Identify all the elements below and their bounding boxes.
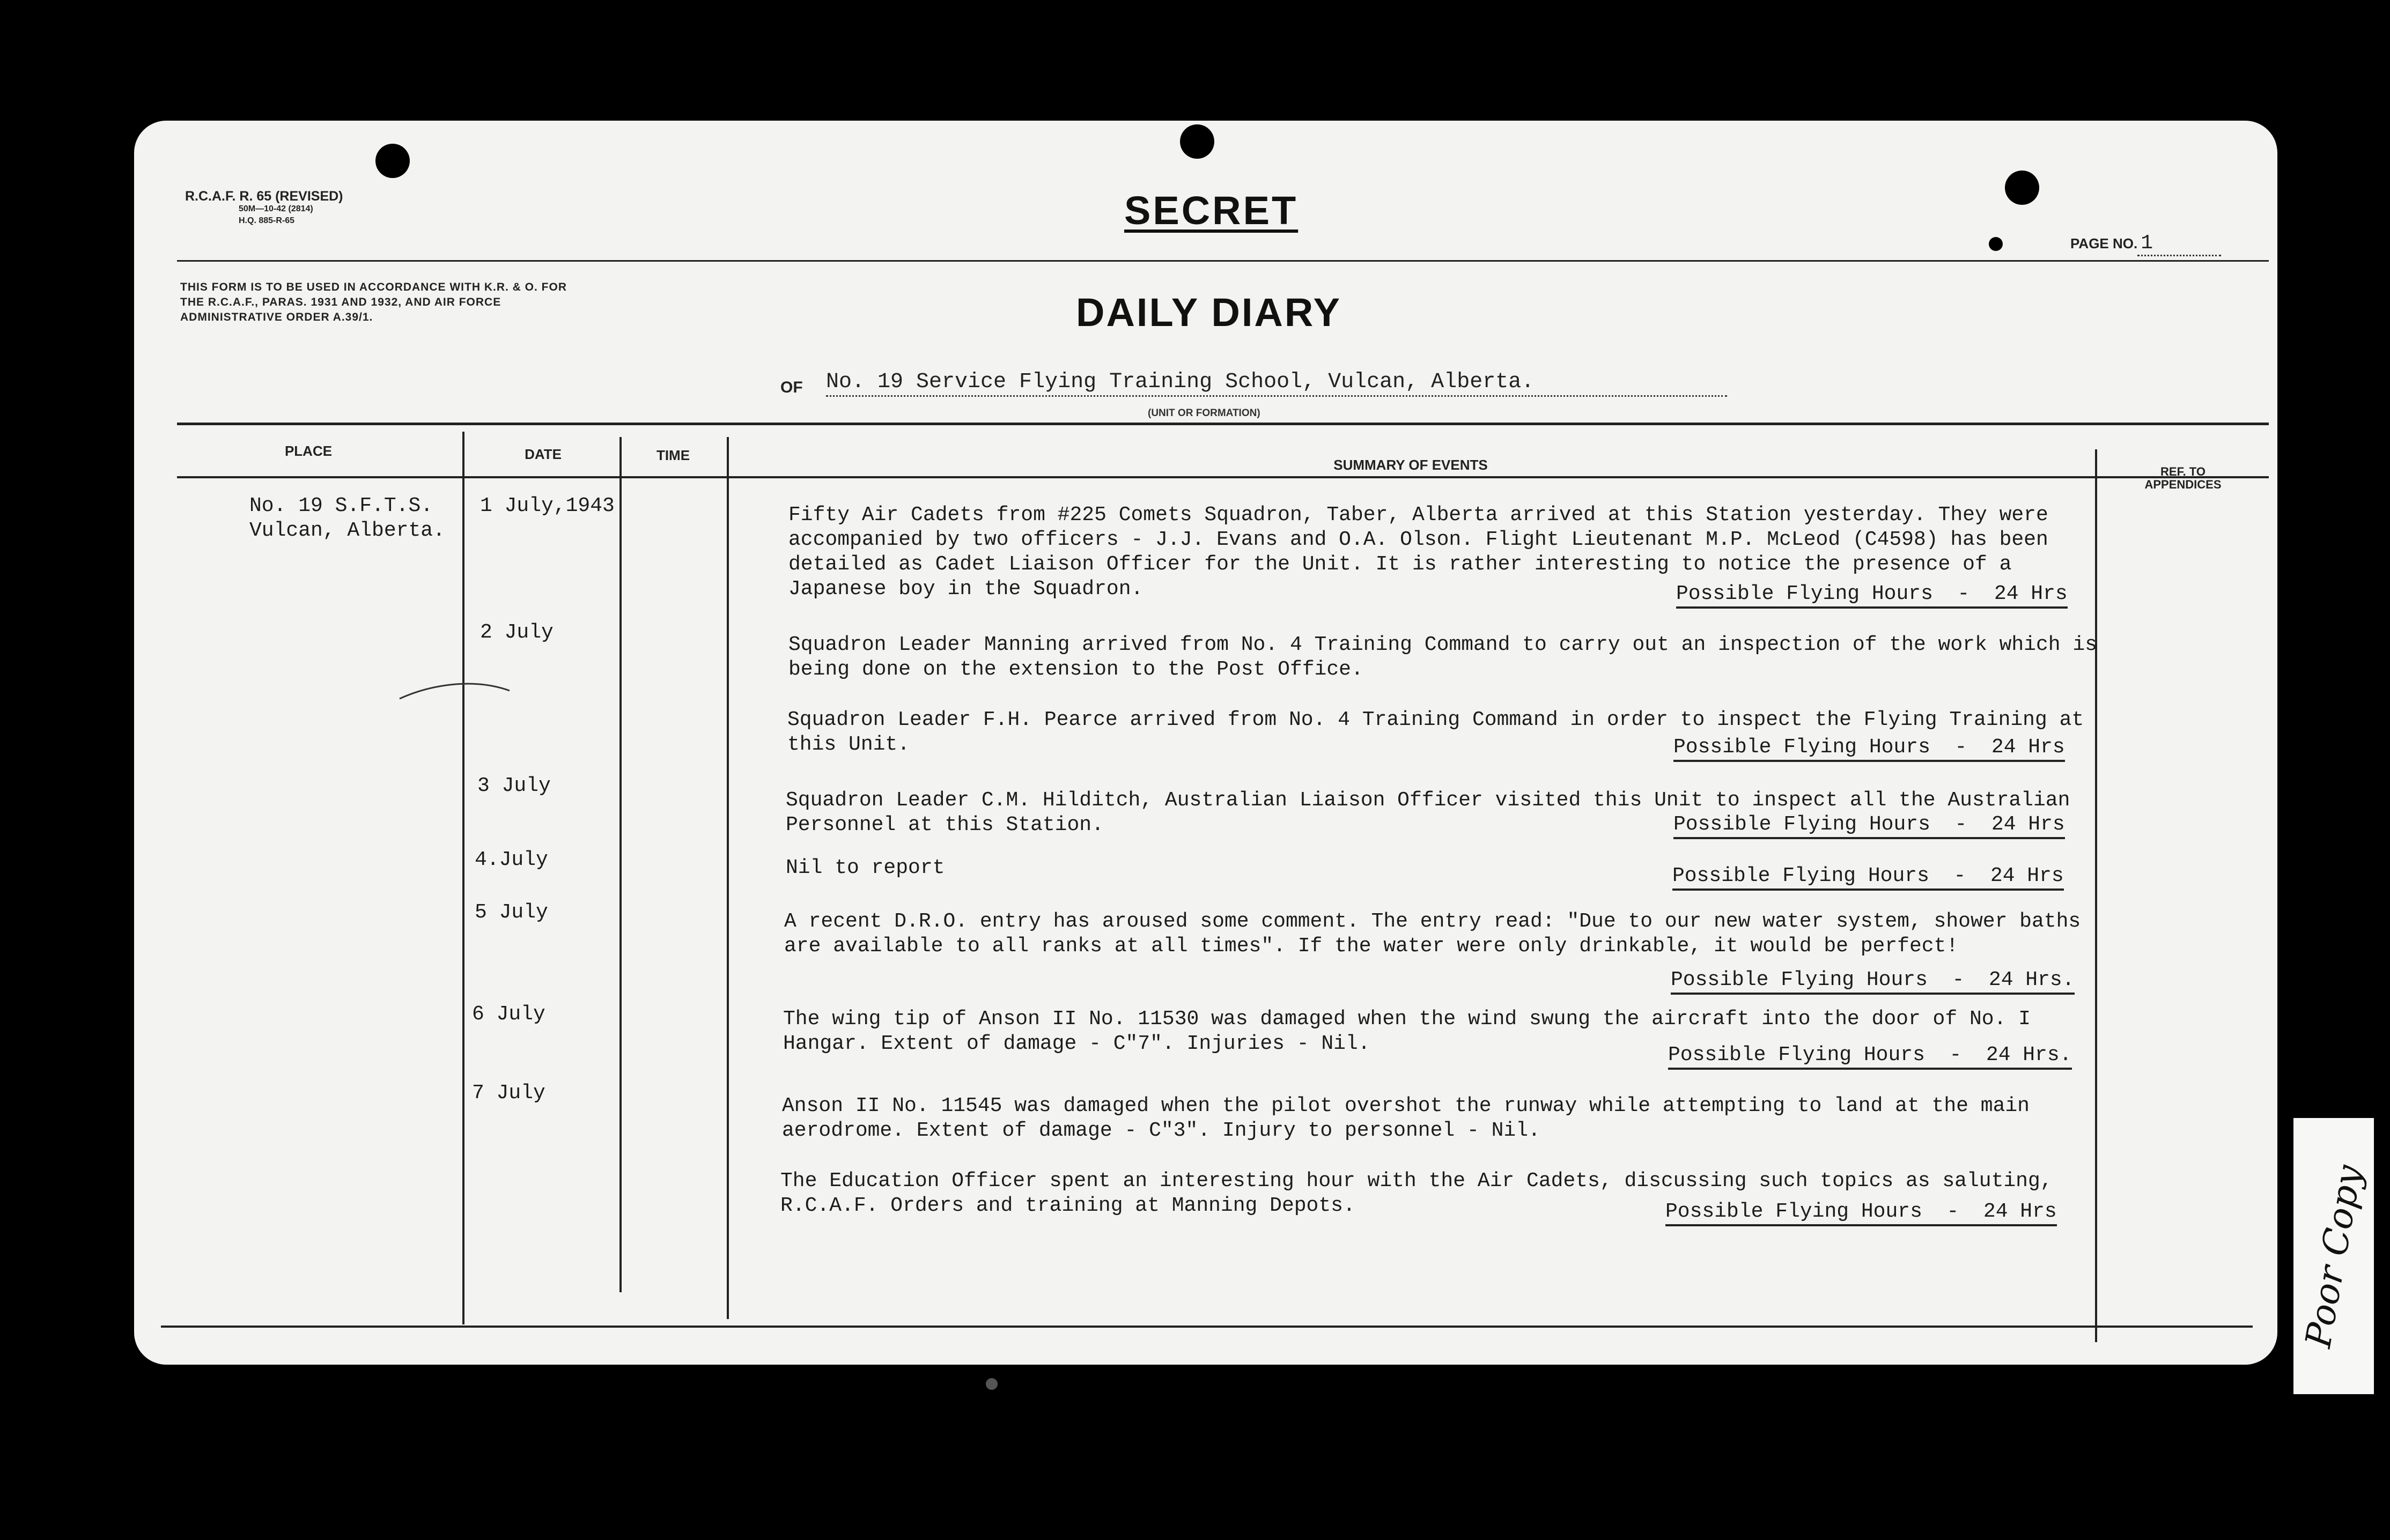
col-divider-place xyxy=(462,432,464,1324)
table-top-rule xyxy=(177,423,2269,425)
punch-hole xyxy=(1989,237,2003,251)
archive-tab xyxy=(2293,1118,2374,1394)
col-header-ref-line2: APPENDICES xyxy=(2144,478,2222,491)
entry-date: 3 July xyxy=(477,774,551,797)
entry-text: Anson II No. 11545 was damaged when the pilot overshot the runway while attempting to land at the main aerodrome. Extent of damage - C"3". Injury to personnel - Nil. xyxy=(782,1094,2030,1142)
unit-caption: (UNIT OR FORMATION) xyxy=(1148,408,1260,419)
entry-text: Fifty Air Cadets from #225 Comets Squadron, Taber, Alberta arrived at this Station yesterday. They were accompanied by two officers - J.J. Evans and O.A. Olson. Flight Lieutenant M.P. McLeod (C4598) has been detailed as Cadet Liaison Officer for the Unit. It is rather interesting to notice the presence of a Japanese boy in the Squadron. xyxy=(788,504,2048,601)
col-divider-time xyxy=(727,437,729,1319)
entry-text: The wing tip of Anson II No. 11530 was damaged when the wind swung the aircraft into the door of No. I Hangar. Extent of damage - C"7". Injuries - Nil. xyxy=(783,1008,2031,1055)
form-code-line1: R.C.A.F. R. 65 (REVISED) xyxy=(185,189,343,204)
flying-hours: Possible Flying Hours - 24 Hrs xyxy=(1676,582,2068,609)
entry-date: 5 July xyxy=(475,901,548,924)
entry-text: Squadron Leader C.M. Hilditch, Australian Liaison Officer visited this Unit to inspect all the Australian Personnel at this Station. xyxy=(786,789,2070,836)
entry-date: 2 July xyxy=(480,621,554,644)
form-code-line3: H.Q. 885-R-65 xyxy=(239,216,295,225)
col-header-place: PLACE xyxy=(284,443,333,459)
entry-date: 7 July xyxy=(472,1082,545,1105)
entry-text: A recent D.R.O. entry has aroused some comment. The entry read: "Due to our new water system, shower baths are available to all ranks at all times". If the water were only drinkable, it would be perfect! xyxy=(784,910,2081,958)
col-divider-date xyxy=(619,437,622,1292)
header-rule xyxy=(177,260,2269,262)
col-header-time: TIME xyxy=(656,447,690,463)
flying-hours: Possible Flying Hours - 24 Hrs xyxy=(1673,736,2065,762)
entry-text: Nil to report xyxy=(786,856,945,879)
page-number xyxy=(2070,232,2221,256)
punch-hole xyxy=(375,144,410,178)
entry-date: 6 July xyxy=(472,1003,545,1026)
flying-hours: Possible Flying Hours - 24 Hrs. xyxy=(1671,968,2075,995)
flying-hours: Possible Flying Hours - 24 Hrs xyxy=(1665,1200,2057,1226)
entry-text: Squadron Leader Manning arrived from No. 4 Training Command to carry out an inspection of the work which is being done on the extension to the Post Office. xyxy=(788,633,2097,681)
punch-hole xyxy=(1180,124,1214,159)
form-code xyxy=(185,189,343,227)
archive-note: Poor Copy xyxy=(2297,1162,2370,1351)
col-header-summary: SUMMARY OF EVENTS xyxy=(1333,457,1488,473)
table-bottom-rule xyxy=(161,1326,2253,1328)
entry-text: Squadron Leader F.H. Pearce arrived from No. 4 Training Command in order to inspect the Flying Training at this Unit. xyxy=(787,708,2084,756)
entry-date: 4.July xyxy=(475,848,548,871)
entry-date: 1 July,1943 xyxy=(480,494,615,517)
security-classification: SECRET xyxy=(1124,188,1299,233)
pen-stroke xyxy=(397,675,520,707)
accordance-note: THIS FORM IS TO BE USED IN ACCORDANCE WITH K.R. & O. FOR THE R.C.A.F., PARAS. 1931 AND 1932, AND AIR FORCE ADMINISTRATIVE ORDER A.39/1. xyxy=(180,281,567,323)
unit-name-field: No. 19 Service Flying Training School, Vulcan, Alberta. xyxy=(826,370,1727,397)
flying-hours: Possible Flying Hours - 24 Hrs xyxy=(1673,813,2065,839)
col-header-ref xyxy=(2103,465,2263,491)
col-header-date: DATE xyxy=(525,446,562,462)
diary-title: DAILY DIARY xyxy=(1076,290,1341,335)
col-header-ref-line1: REF. TO xyxy=(2160,465,2205,478)
unit-of-label: OF xyxy=(780,379,803,396)
place-line1: No. 19 S.F.T.S. xyxy=(249,494,433,517)
punch-hole xyxy=(2005,171,2039,205)
page-number-label: PAGE NO. xyxy=(2070,235,2138,251)
entry-text: The Education Officer spent an interesting hour with the Air Cadets, discussing such topics as saluting, R.C.A.F. Orders and training at Manning Depots. xyxy=(780,1169,2053,1217)
paper-mark xyxy=(986,1378,998,1390)
table-head-rule xyxy=(177,476,2269,478)
flying-hours: Possible Flying Hours - 24 Hrs xyxy=(1672,864,2064,891)
form-code-line2: 50M—10-42 (2814) xyxy=(239,204,313,213)
page-number-value: 1 xyxy=(2137,232,2221,256)
place-line2: Vulcan, Alberta. xyxy=(249,519,445,542)
flying-hours: Possible Flying Hours - 24 Hrs. xyxy=(1668,1043,2072,1070)
